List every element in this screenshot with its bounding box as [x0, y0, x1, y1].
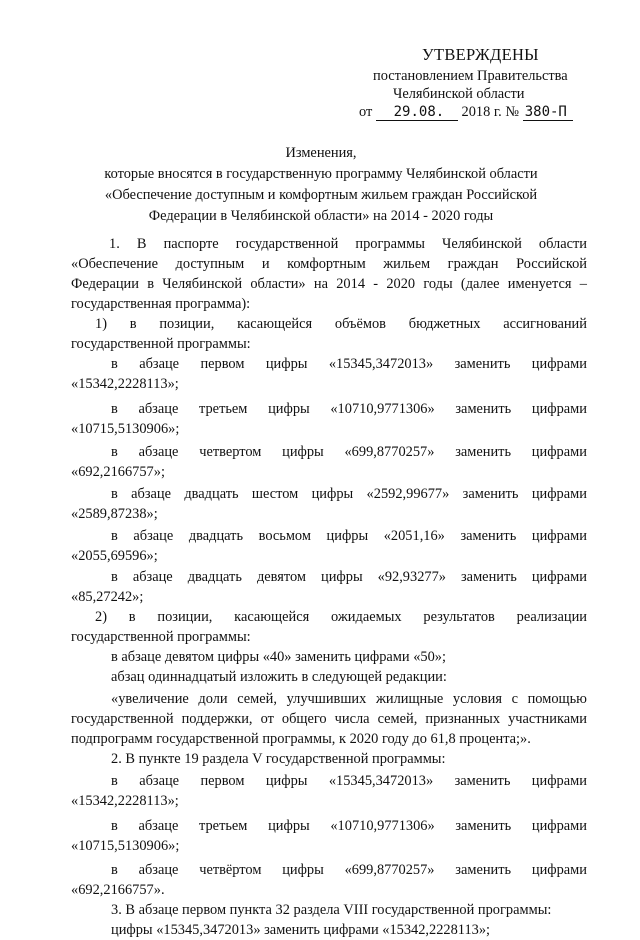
title-line-4: Федерации в Челябинской области» на 2014 - 2020 годы: [148, 208, 494, 224]
word: участниками: [508, 711, 587, 727]
word: заменить: [460, 528, 517, 544]
word: жильем: [383, 256, 431, 272]
word: в: [147, 276, 155, 292]
word: государственной: [71, 711, 174, 727]
word: шестом: [251, 486, 299, 502]
word: цифрами: [531, 401, 587, 417]
text-line: «2055,69596»;: [71, 548, 158, 564]
text-line: [111, 567, 587, 587]
text-line: государственная программа):: [71, 296, 251, 312]
word: заменить: [455, 862, 512, 878]
word: цифры: [311, 486, 354, 502]
word: поддержки,: [181, 711, 253, 727]
word: В: [136, 236, 147, 252]
word: заменить: [455, 444, 512, 460]
title-line-1: Изменения,: [285, 145, 357, 161]
word: «2592,99677»: [366, 486, 450, 502]
word: касающейся: [237, 316, 313, 332]
approval-heading: УТВЕРЖДЕНЫ: [422, 45, 539, 64]
word: цифрами: [531, 773, 587, 789]
document-title: [60, 143, 582, 227]
text-line: [71, 274, 587, 294]
text-line: [111, 771, 587, 791]
word: цифры: [268, 818, 310, 834]
word: абзаце: [138, 444, 179, 460]
word: 2020: [386, 276, 416, 292]
text-line: подпрограмм государственной программы, к 2020 году до 61,8 процента;».: [71, 731, 531, 747]
word: ассигнований: [503, 316, 587, 332]
text-line: «692,2166757».: [71, 882, 165, 898]
word: «10710,9771306»: [330, 401, 435, 417]
word: в: [111, 444, 118, 460]
word: первом: [200, 356, 245, 372]
word: в: [111, 401, 118, 417]
text-line: «85,27242»;: [71, 589, 144, 605]
word: в: [111, 818, 118, 834]
word: «Обеспечение: [71, 256, 158, 272]
word: заменить: [454, 356, 511, 372]
word: восьмом: [258, 528, 311, 544]
text-line: [111, 484, 587, 504]
word: девятом: [256, 569, 306, 585]
date-value: 29.08.: [376, 105, 458, 121]
word: касающейся: [234, 609, 310, 625]
word: комфортным: [287, 256, 366, 272]
word: абзаце: [138, 862, 179, 878]
word: абзаце: [138, 401, 179, 417]
text-line: «692,2166757»;: [71, 464, 165, 480]
word: -: [373, 276, 379, 292]
word: Челябинской: [162, 276, 243, 292]
text-line: в абзаце девятом цифры «40» заменить цифрами «50»;: [111, 649, 446, 665]
word: программы: [355, 236, 425, 252]
word: цифры: [326, 528, 369, 544]
approval-line-1: постановлением Правительства: [373, 68, 568, 84]
word: с: [511, 691, 518, 707]
text-line: «2589,87238»;: [71, 506, 158, 522]
text-line: [111, 860, 587, 880]
text-line: [111, 399, 587, 419]
word: в: [111, 862, 118, 878]
word: «15345,3472013»: [328, 356, 434, 372]
word: заменить: [462, 486, 519, 502]
text-line: [109, 234, 587, 254]
word: двадцать: [184, 486, 239, 502]
text-line: государственной программы:: [71, 336, 251, 352]
word: помощью: [527, 691, 587, 707]
word: цифры: [282, 862, 324, 878]
word: абзаце: [132, 569, 173, 585]
text-line: [111, 689, 587, 709]
word: в: [129, 316, 137, 332]
word: 1): [95, 316, 107, 332]
word: абзаце: [139, 773, 180, 789]
text-line: [95, 314, 587, 334]
word: области: [538, 236, 587, 252]
word: и: [261, 256, 270, 272]
word: в: [111, 528, 118, 544]
text-line: «15342,2228113»;: [71, 376, 179, 392]
word: «92,93277»: [377, 569, 446, 585]
text-line: «10715,5130906»;: [71, 838, 180, 854]
word: «10710,9771306»: [330, 818, 435, 834]
word: улучшивших: [286, 691, 367, 707]
word: «2051,16»: [383, 528, 445, 544]
word: заменить: [461, 569, 517, 585]
word: абзаце: [139, 356, 180, 372]
word: в: [111, 773, 118, 789]
word: третьем: [199, 401, 248, 417]
text-line: [71, 709, 587, 729]
word: цифры: [265, 356, 308, 372]
text-line: «10715,5130906»;: [71, 421, 180, 437]
word: 1.: [109, 236, 120, 252]
word: цифрами: [531, 528, 587, 544]
title-line-3: «Обеспечение доступным и комфортным жильем граждан Российской: [104, 187, 538, 203]
word: государственной: [235, 236, 339, 252]
word: в: [111, 569, 118, 585]
word: заменить: [455, 818, 512, 834]
title-line-2: которые вносятся в государственную программу Челябинской области: [104, 166, 538, 182]
word: признанных: [425, 711, 501, 727]
word: в: [111, 486, 118, 502]
word: в: [128, 609, 136, 625]
word: двадцать: [187, 569, 242, 585]
word: абзаце: [131, 486, 172, 502]
word: семей,: [237, 691, 277, 707]
number-value: 380-П: [523, 105, 573, 121]
text-line: «15342,2228113»;: [71, 793, 179, 809]
word: области»: [250, 276, 306, 292]
word: первом: [200, 773, 245, 789]
text-line: 2. В пункте 19 раздела V государственной программы:: [111, 751, 446, 767]
word: Федерации: [71, 276, 139, 292]
text-line: [111, 526, 587, 546]
word: паспорте: [163, 236, 219, 252]
word: Челябинской: [441, 236, 522, 252]
word: общего: [281, 711, 327, 727]
approval-line-2: Челябинской области: [393, 86, 525, 102]
word: заменить: [454, 773, 511, 789]
word: цифры: [282, 444, 324, 460]
word: результатов: [423, 609, 495, 625]
word: цифрами: [531, 444, 587, 460]
word: цифрами: [531, 486, 587, 502]
word: цифрами: [531, 862, 587, 878]
text-line: [111, 354, 587, 374]
word: цифры: [265, 773, 308, 789]
word: от: [260, 711, 274, 727]
word: объёмов: [334, 316, 386, 332]
word: ожидаемых: [331, 609, 402, 625]
word: 2014: [336, 276, 366, 292]
text-line: [71, 254, 587, 274]
word: цифрами: [531, 356, 587, 372]
word: цифры: [321, 569, 363, 585]
word: доступным: [175, 256, 245, 272]
date-mid: 2018 г. №: [461, 104, 520, 120]
word: позиции,: [159, 316, 215, 332]
word: четвертом: [199, 444, 262, 460]
word: граждан: [447, 256, 499, 272]
word: числа: [334, 711, 370, 727]
word: жилищные: [375, 691, 444, 707]
word: в: [111, 356, 118, 372]
word: цифрами: [531, 818, 587, 834]
word: абзаце: [133, 528, 174, 544]
word: именуется: [507, 276, 572, 292]
text-line: абзац одиннадцатый изложить в следующей редакции:: [111, 669, 447, 685]
date-prefix: от: [359, 104, 373, 120]
approval-date-line: [359, 104, 573, 121]
word: 2): [95, 609, 107, 625]
word: бюджетных: [408, 316, 481, 332]
word: годы: [423, 276, 453, 292]
word: двадцать: [188, 528, 244, 544]
word: семей,: [377, 711, 418, 727]
word: цифры: [268, 401, 310, 417]
text-line: цифры «15345,3472013» заменить цифрами «15342,2228113»;: [111, 922, 491, 938]
word: (далее: [460, 276, 500, 292]
word: Российской: [516, 256, 587, 272]
word: третьем: [199, 818, 248, 834]
word: цифрами: [531, 569, 587, 585]
word: «увеличение: [111, 691, 189, 707]
text-line: 3. В абзаце первом пункта 32 раздела VIII государственной программы:: [111, 902, 552, 918]
text-line: [111, 442, 587, 462]
text-line: [111, 816, 587, 836]
text-line: государственной программы:: [71, 629, 251, 645]
word: позиции,: [157, 609, 213, 625]
word: «15345,3472013»: [328, 773, 434, 789]
word: доли: [198, 691, 228, 707]
word: на: [313, 276, 328, 292]
word: реализации: [516, 609, 587, 625]
word: «699,8770257»: [344, 862, 435, 878]
text-line: [95, 607, 587, 627]
word: заменить: [455, 401, 512, 417]
word: четвёртом: [199, 862, 262, 878]
word: абзаце: [138, 818, 179, 834]
word: условия: [452, 691, 502, 707]
word: «699,8770257»: [344, 444, 435, 460]
word: –: [579, 276, 587, 292]
